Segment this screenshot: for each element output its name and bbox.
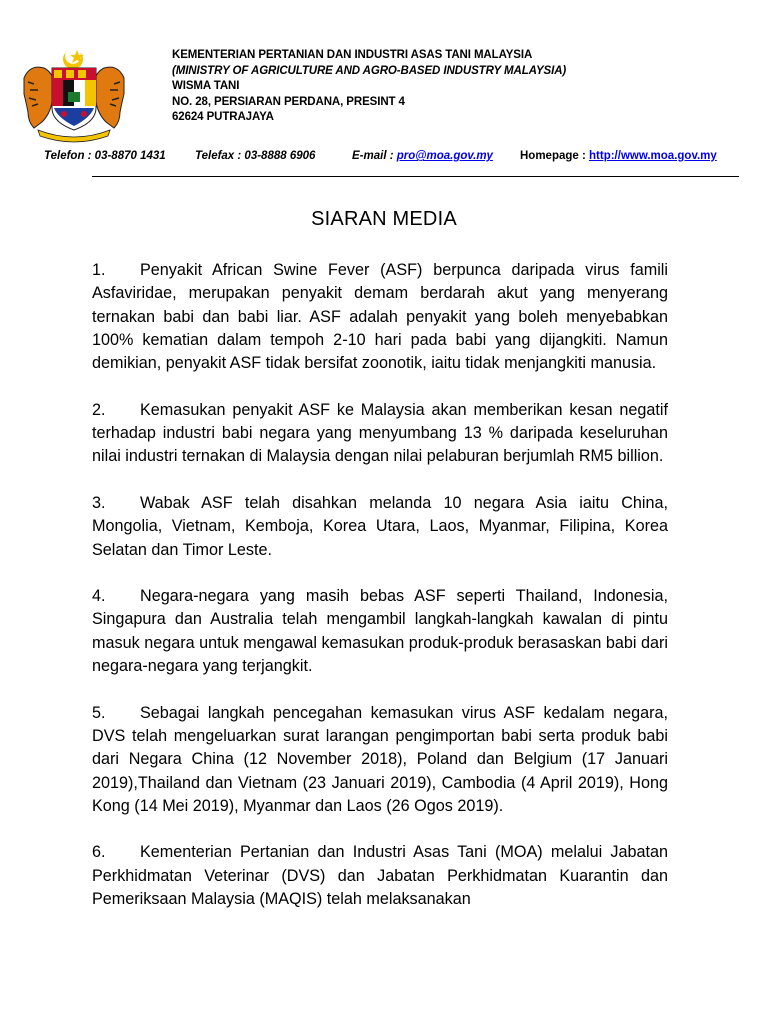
- paragraph-6: [92, 841, 668, 911]
- header-divider: [92, 176, 739, 177]
- paragraph-4: [92, 585, 668, 678]
- paragraph-text: Penyakit African Swine Fever (ASF) berpunca daripada virus famili Asfaviridae, merupakan penyakit demam berdarah akut yang menyerang ternakan babi dan babi liar. ASF adalah penyakit yang boleh menyebabkan 100% kematian dalam tempoh 2-10 hari pada babi yang dijangkiti. Namun demikian, penyakit ASF tidak bersifat zoonotik, iaitu tidak menjangkiti manusia.: [92, 261, 668, 373]
- building-name: WISMA TANI: [172, 80, 240, 92]
- paragraph-number: 2.: [92, 400, 106, 419]
- homepage-label: Homepage :: [520, 150, 590, 162]
- malaysia-coat-of-arms-icon: [20, 48, 128, 144]
- paragraph-number: 1.: [92, 261, 106, 279]
- street-address: NO. 28, PERSIARAN PERDANA, PRESINT 4: [172, 95, 405, 108]
- homepage-link[interactable]: http://www.moa.gov.my: [589, 150, 717, 162]
- email-contact: [352, 150, 493, 162]
- homepage-contact: [520, 150, 717, 162]
- paragraph-2: [92, 399, 668, 469]
- organization-address: [172, 48, 566, 126]
- paragraph-number: 6.: [92, 843, 106, 862]
- email-label: E-mail :: [352, 150, 397, 162]
- paragraph-text: Sebagai langkah pencegahan kemasukan virus ASF kedalam negara, DVS telah mengeluarkan surat larangan pengimportan babi serta produk babi dari Negara China (12 November 2018), Poland dan Belgium (17 Januari 2019),Thailand dan Vietnam (23 Januari 2019), Cambodia (4 April 2019), Hong Kong (14 Mei 2019), Myanmar dan Laos (26 Ogos 2019).: [92, 703, 668, 815]
- paragraph-1: [92, 259, 668, 375]
- document-title: SIARAN MEDIA: [311, 208, 457, 230]
- paragraph-text: Kemasukan penyakit ASF ke Malaysia akan memberikan kesan negatif terhadap industri babi negara yang menyumbang 13 % daripada keseluruhan nilai industri ternakan di Malaysia dengan nilai pelaburan berjumlah RM5 billion.: [92, 400, 668, 466]
- paragraph-3: [92, 492, 668, 562]
- email-link[interactable]: pro@moa.gov.my: [396, 150, 493, 162]
- postcode-city: 62624 PUTRAJAYA: [172, 111, 274, 123]
- fax-number: Telefax : 03-8888 6906: [195, 150, 316, 162]
- paragraph-5: [92, 702, 668, 818]
- org-name-english: (MINISTRY OF AGRICULTURE AND AGRO-BASED INDUSTRY MALAYSIA): [172, 64, 567, 77]
- org-name-malay: KEMENTERIAN PERTANIAN DAN INDUSTRI ASAS TANI MALAYSIA: [172, 49, 533, 61]
- paragraph-number: 3.: [92, 493, 106, 512]
- paragraph-text: Wabak ASF telah disahkan melanda 10 negara Asia iaitu China, Mongolia, Vietnam, Kemboja, Korea Utara, Laos, Myanmar, Filipina, Korea Selatan dan Timor Leste.: [92, 493, 668, 559]
- paragraph-text: Kementerian Pertanian dan Industri Asas Tani (MOA) melalui Jabatan Perkhidmatan Veterinar (DVS) dan Jabatan Perkhidmatan Kuarantin dan Pemeriksaan Malaysia (MAQIS) telah melaksanakan: [92, 843, 668, 909]
- paragraph-number: 4.: [92, 587, 106, 606]
- paragraph-number: 5.: [92, 703, 106, 722]
- paragraph-text: Negara-negara yang masih bebas ASF seperti Thailand, Indonesia, Singapura dan Australia telah mengambil langkah-langkah kawalan di pintu masuk negara untuk mengawal kemasukan produk-produk berasaskan babi dari negara-negara yang terjangkit.: [92, 587, 668, 676]
- document-body: [92, 259, 668, 935]
- phone-number: Telefon : 03-8870 1431: [44, 150, 166, 162]
